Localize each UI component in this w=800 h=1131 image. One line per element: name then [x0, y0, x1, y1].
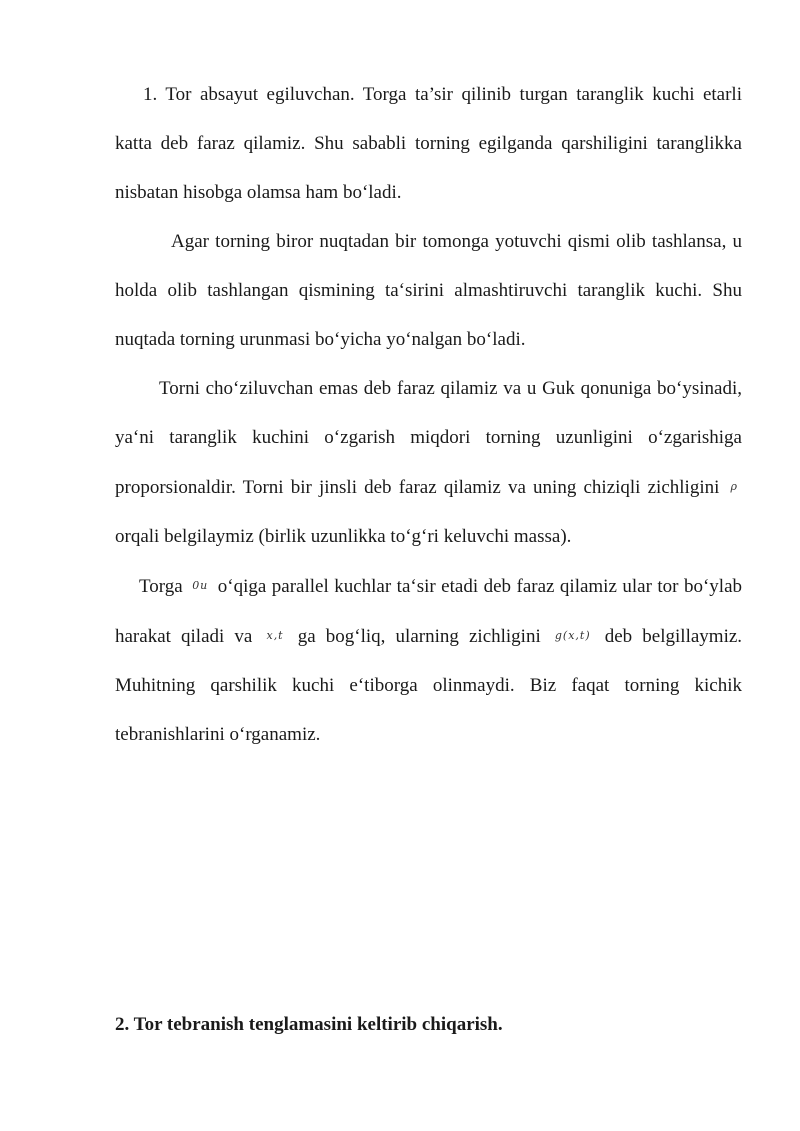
- math-g-x-t: g(x,t): [554, 629, 591, 642]
- paragraph-4-text-a: Torga: [139, 576, 183, 597]
- math-ou-axis: 0u: [192, 579, 209, 592]
- math-rho: ρ: [730, 480, 738, 493]
- paragraph-4: [115, 561, 742, 759]
- paragraph-1: [115, 70, 742, 217]
- paragraph-4-text-b: o‘qiga parallel kuchlar ta‘sir etadi deb faraz qilamiz ular tor bo‘ylab harakat qiladi va: [115, 576, 743, 647]
- document-body: [115, 70, 742, 759]
- paragraph-4-text-d: deb belgillaymiz. Muhitning qarshilik kuchi e‘tiborga olinmaydi. Biz faqat torning kichik tebranishlarini o‘rganamiz.: [115, 626, 743, 745]
- paragraph-2: [115, 217, 742, 364]
- paragraph-1-text: 1. Tor absayut egiluvchan. Torga ta’sir qilinib turgan taranglik kuchi etarli katta deb faraz qilamiz. Shu sababli torning egilganda qarshiligini taranglikka nisbatan hisobga olamsa ham bo‘ladi.: [115, 84, 742, 203]
- section-heading: 2. Tor tebranish tenglamasini keltirib chiqarish.: [115, 1014, 503, 1035]
- math-x-t: x,t: [266, 629, 284, 642]
- paragraph-3: [115, 364, 742, 561]
- paragraph-4-text-c: ga bog‘liq, ularning zichligini: [297, 626, 541, 647]
- paragraph-3-text-a: Torni cho‘ziluvchan emas deb faraz qilamiz va u Guk qonuniga bo‘ysinadi, ya‘ni taranglik kuchini o‘zgarish miqdori torning uzunligini o‘zgarishiga proporsionaldir. Torni bir jinsli deb faraz qilamiz va uning chiziqli zichligini: [115, 378, 742, 498]
- paragraph-3-text-b: orqali belgilaymiz (birlik uzunlikka to‘g‘ri keluvchi massa).: [115, 526, 572, 547]
- paragraph-2-text: Agar torning biror nuqtadan bir tomonga yotuvchi qismi olib tashlansa, u holda olib tashlangan qismining ta‘sirini almashtiruvchi taranglik kuchi. Shu nuqtada torning urunmasi bo‘yicha yo‘nalgan bo‘ladi.: [115, 231, 742, 350]
